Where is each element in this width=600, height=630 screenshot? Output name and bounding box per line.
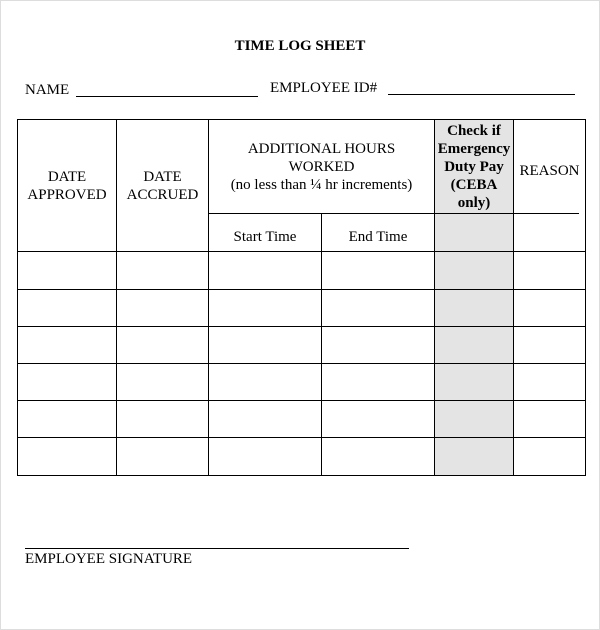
table-row	[18, 364, 586, 401]
cell-emergency-check[interactable]	[435, 438, 514, 476]
cell-start-time[interactable]	[209, 401, 322, 438]
cell-emergency-check[interactable]	[435, 290, 514, 327]
cell-end-time[interactable]	[322, 401, 435, 438]
cell-reason[interactable]	[514, 327, 586, 364]
name-label: NAME	[25, 82, 70, 98]
cell-end-time[interactable]	[322, 290, 435, 327]
signature-field[interactable]	[25, 548, 409, 549]
cell-reason[interactable]	[514, 290, 586, 327]
table-row	[18, 252, 586, 290]
name-field[interactable]	[76, 96, 258, 97]
cell-date-approved[interactable]	[18, 438, 117, 476]
employee-id-field[interactable]	[388, 94, 575, 95]
time-log-table	[17, 119, 586, 476]
cell-reason[interactable]	[514, 438, 586, 476]
cell-emergency-check[interactable]	[435, 364, 514, 401]
cell-date-approved[interactable]	[18, 252, 117, 290]
cell-end-time[interactable]	[322, 438, 435, 476]
header-date-approved: DATE APPROVED	[18, 120, 117, 252]
header-end-time: End Time	[322, 214, 435, 252]
table-row	[18, 327, 586, 364]
cell-start-time[interactable]	[209, 327, 322, 364]
cell-end-time[interactable]	[322, 327, 435, 364]
cell-date-accrued[interactable]	[117, 438, 209, 476]
cell-date-accrued[interactable]	[117, 327, 209, 364]
cell-date-accrued[interactable]	[117, 364, 209, 401]
cell-date-accrued[interactable]	[117, 401, 209, 438]
cell-date-approved[interactable]	[18, 401, 117, 438]
cell-date-accrued[interactable]	[117, 252, 209, 290]
header-reason: REASON	[514, 120, 586, 252]
form-title: TIME LOG SHEET	[234, 38, 366, 54]
header-additional-hours: ADDITIONAL HOURS WORKED (no less than ¼ hr increments)	[209, 120, 435, 214]
cell-end-time[interactable]	[322, 364, 435, 401]
cell-reason[interactable]	[514, 364, 586, 401]
cell-start-time[interactable]	[209, 364, 322, 401]
cell-reason[interactable]	[514, 252, 586, 290]
cell-start-time[interactable]	[209, 290, 322, 327]
cell-start-time[interactable]	[209, 438, 322, 476]
header-emergency-duty-pay: Check if Emergency Duty Pay (CEBA only)	[435, 120, 514, 214]
cell-reason[interactable]	[514, 401, 586, 438]
cell-date-approved[interactable]	[18, 364, 117, 401]
cell-date-approved[interactable]	[18, 327, 117, 364]
cell-emergency-check[interactable]	[435, 252, 514, 290]
cell-start-time[interactable]	[209, 252, 322, 290]
cell-date-accrued[interactable]	[117, 290, 209, 327]
header-date-accrued: DATE ACCRUED	[117, 120, 209, 252]
signature-label: EMPLOYEE SIGNATURE	[25, 551, 193, 567]
cell-emergency-check[interactable]	[435, 327, 514, 364]
header-start-time: Start Time	[209, 214, 322, 252]
table-row	[18, 401, 586, 438]
cell-end-time[interactable]	[322, 252, 435, 290]
table-row	[18, 290, 586, 327]
cell-date-approved[interactable]	[18, 290, 117, 327]
table-row	[18, 438, 586, 476]
emergency-subheader-cell	[435, 214, 514, 252]
cell-emergency-check[interactable]	[435, 401, 514, 438]
employee-id-label: EMPLOYEE ID#	[270, 80, 378, 96]
